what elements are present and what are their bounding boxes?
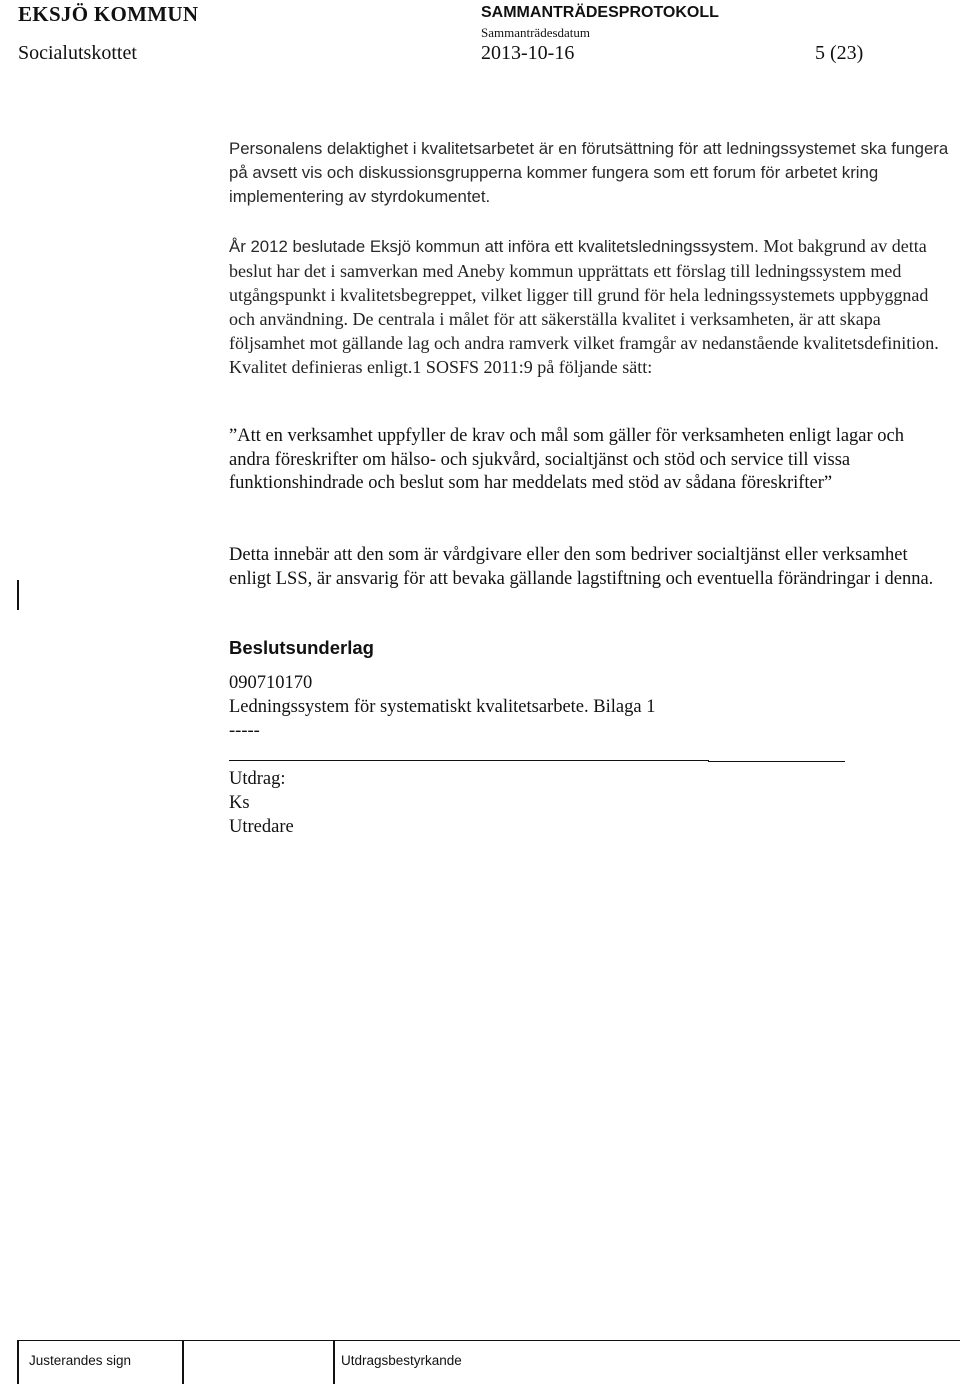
reference-document: Ledningssystem för systematiskt kvalitetsarbete. Bilaga 1 [229,697,656,717]
organization-name: EKSJÖ KOMMUN [18,2,199,26]
committee-name: Socialutskottet [18,42,137,64]
date-label: Sammanträdesdatum [481,25,591,40]
quality-definition-quote: ”Att en verksamhet uppfyller de krav och mål som gäller för verksamheten enligt lagar och andra föreskrifter om hälso- och sjukvård, socialtjänst och stöd och service till vissa funktionshindrade och beslut som har meddelats med stöd av sådana föreskrifter” [229,426,905,493]
reference-number: 090710170 [229,673,313,693]
revision-margin-bar [17,580,19,610]
distribution-recipient: Ks [229,793,250,813]
distribution-label: Utdrag: [229,769,286,789]
divider-line-end [708,761,845,762]
paragraph-participation: Personalens delaktighet i kvalitetsarbetet är en förutsättning för att ledningssystemet ska fungera på avsett vis och diskussionsgrupperna kommer fungera som ett forum för arbetet kring implementering av styrdokumentet. [229,139,949,206]
divider-line [229,760,709,761]
paragraph-quality-system-lead: År 2012 beslutade Eksjö kommun att införa ett kvalitetsledningssystem. [229,237,759,256]
paragraph-quality-system [229,234,949,379]
footer-divider [17,1340,19,1384]
protocol-title: SAMMANTRÄDESPROTOKOLL [481,4,719,21]
footer-divider [182,1340,184,1384]
separator-dashes: ----- [229,721,260,741]
paragraph-responsibility: Detta innebär att den som är vårdgivare eller den som bedriver socialtjänst eller verksamhet enligt LSS, är ansvarig för att bevaka gällande lagstiftning och eventuella förändringar i denna. [229,545,934,589]
footer-extract-label: Utdragsbestyrkande [341,1353,462,1368]
footer-top-rule [17,1340,960,1341]
paragraph-quality-system-rest: Mot bakgrund av detta beslut har det i samverkan med Aneby kommun upprättats ett förslag till ledningssystem med utgångspunkt i kvalitetsbegreppet, vilket ligger till grund för hela ledningssystemets uppbyggnad och användning. De centrala i målet för att säkerställa kvalitet i verksamheten, är att skapa följsamhet mot gällande lag och andra ramverk vilket framgår av nedanstående kvalitetsdefinition. Kvalitet definieras enligt.1 SOSFS 2011:9 på följande sätt: [229,236,939,377]
beslutsunderlag-heading: Beslutsunderlag [229,637,374,658]
meeting-date: 2013-10-16 [481,42,575,64]
beslutsunderlag-list [229,671,655,743]
footer-signature-label: Justerandes sign [29,1353,132,1368]
distribution-recipient: Utredare [229,817,294,837]
distribution-list [229,767,294,839]
footer-divider [333,1340,335,1384]
page-number: 5 (23) [815,42,864,64]
